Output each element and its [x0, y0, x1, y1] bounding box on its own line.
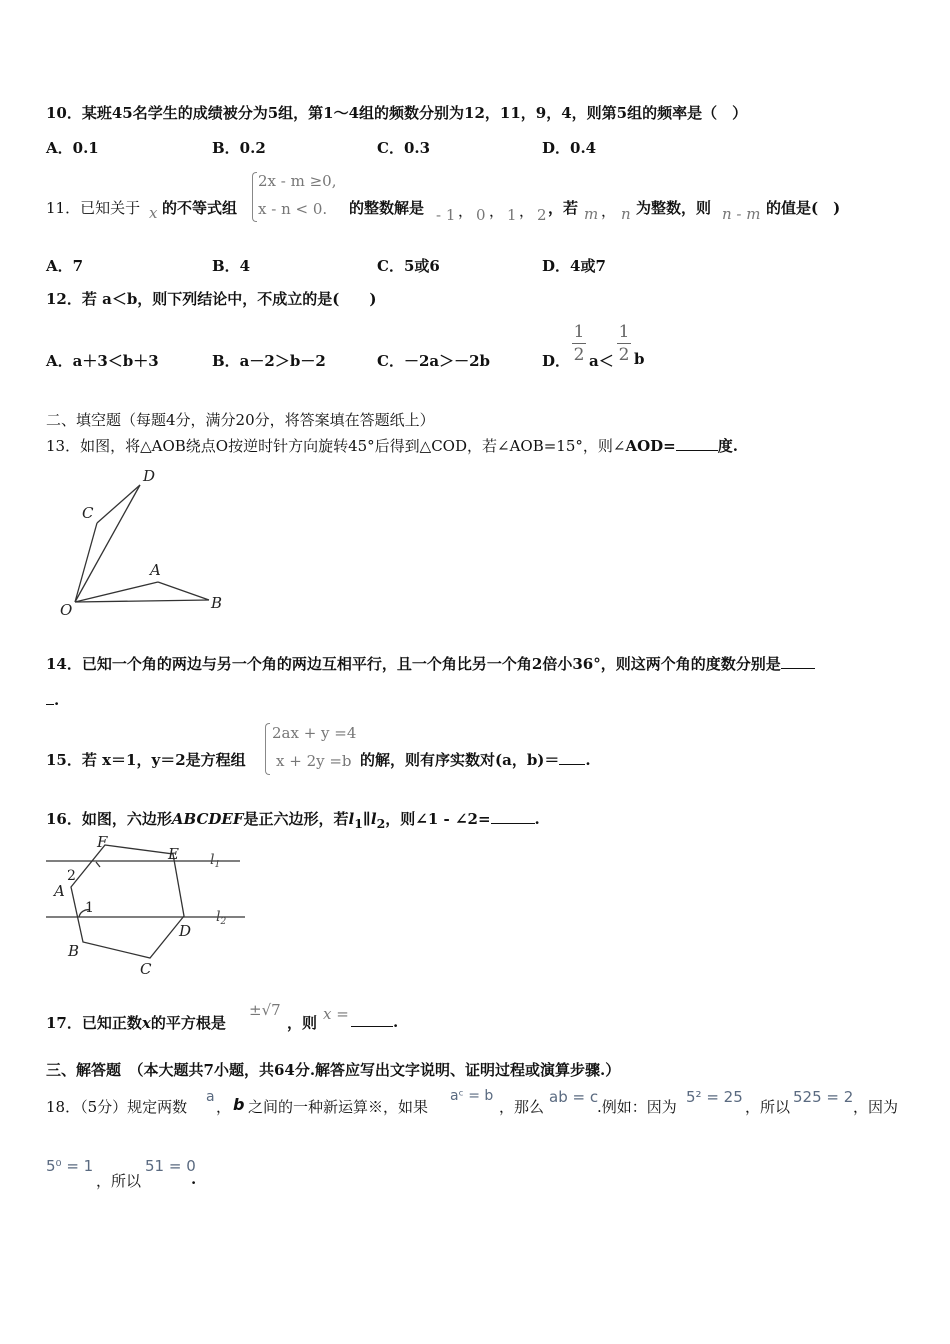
label-d: D — [179, 922, 192, 940]
q16-l2-sub: 2 — [376, 816, 386, 831]
q11-sol-1: - 1 — [436, 206, 456, 224]
q16-tail-dot: . — [534, 810, 540, 828]
q12-option-b: B．a－2＞b－2 — [212, 352, 326, 370]
section-3-text: 三、解答题 （本大题共7小题，共64分.解答应写出文字说明、证明过程或演算步骤.） — [46, 1061, 621, 1079]
q13-stem-c: 度. — [717, 437, 738, 455]
label-angle-2: 2 — [67, 868, 76, 884]
q11-var-m: m — [584, 205, 599, 223]
label-l2 — [216, 909, 226, 927]
q16-l1: l — [348, 810, 355, 828]
q16-stem — [46, 808, 540, 831]
angle-2-mark — [96, 862, 100, 867]
q18-cond: aᶜ = b — [450, 1088, 494, 1104]
label-l2-letter: l — [216, 909, 221, 925]
q18-mid1: 之间的一种新运算※，如果 — [248, 1098, 429, 1116]
fraction-denominator: 2 — [573, 345, 585, 365]
label-a: A — [150, 561, 161, 579]
segment-ob — [75, 600, 209, 602]
q17-post: ，则 — [287, 1014, 318, 1032]
q13-stem — [46, 435, 738, 456]
label-d: D — [143, 467, 156, 485]
q11-option-c: C．5或6 — [377, 257, 440, 275]
q11-tail3: 为整数，则 — [636, 199, 712, 217]
q10-option-d: D．0.4 — [542, 139, 597, 157]
q17-answer — [351, 1012, 398, 1031]
q17-var-x: x — [141, 1014, 151, 1032]
q11-expr: n - m — [722, 205, 761, 223]
q16-l1-sub: 1 — [354, 816, 363, 831]
q17-eq: x = — [323, 1005, 349, 1023]
q15-sys-line1: 2ax + y =4 — [272, 724, 357, 742]
q15-brace — [265, 723, 270, 775]
fraction-bar — [572, 343, 586, 344]
q18-ex2r: 51 = 0 — [145, 1157, 196, 1175]
q15-tail-dot: . — [585, 751, 591, 769]
q11-mid: 的不等式组 — [162, 199, 238, 217]
q13-figure — [44, 462, 244, 622]
fraction-denominator: 2 — [618, 345, 630, 365]
q13-stem-a: 13．如图，将△AOB绕点O按逆时针方向旋转45°后得到△COD，若∠AOB=15°，则∠ — [46, 437, 626, 455]
q16-hexagon-name: ABCDEF — [171, 810, 244, 828]
label-l2-sub: 2 — [220, 917, 227, 927]
q11-comma-1: ， — [458, 202, 474, 220]
q11-sol-4: 2 — [537, 206, 547, 224]
label-b: B — [211, 594, 223, 612]
q11-comma-2: ， — [489, 202, 505, 220]
q17-answer-blank[interactable] — [351, 1012, 393, 1027]
q18-var-a: a — [206, 1089, 215, 1105]
q14-stem-text: 14．已知一个角的两边与另一个角的两边互相平行，且一个角比另一个角2倍小36°，则这两个角的度数分别是 — [46, 655, 781, 673]
q16-answer-blank[interactable] — [491, 809, 535, 824]
fraction-numerator: 1 — [573, 322, 585, 342]
label-angle-1: 1 — [85, 900, 94, 916]
q12-option-c: C．－2a＞－2b — [377, 352, 491, 370]
q12-fraction-2 — [617, 323, 631, 364]
q17-pre — [46, 1012, 226, 1033]
segment-oa — [75, 582, 158, 602]
q16-figure — [40, 832, 250, 982]
q15-post — [360, 749, 591, 770]
q17-pre-text: 17．已知正数 — [46, 1014, 142, 1032]
q17-tail-dot: . — [393, 1013, 399, 1031]
q11-tail1: 的整数解是 — [349, 199, 425, 217]
q11-sol-3: 1 — [507, 206, 517, 224]
q15-post-text: 的解，则有序实数对(a，b)＝ — [360, 751, 560, 769]
segment-dc — [97, 485, 140, 523]
label-c: C — [140, 960, 152, 978]
q11-var-n: n — [621, 205, 631, 223]
q18-tail: . — [191, 1170, 197, 1188]
q17-mid: 的平方根是 — [150, 1014, 226, 1032]
label-a: A — [54, 882, 65, 900]
segment-od — [75, 485, 140, 602]
q11-brace — [252, 172, 257, 222]
q18-mid5: ，因为 — [853, 1098, 899, 1116]
q12-stem: 12．若 a＜b，则下列结论中，不成立的是( ) — [46, 290, 377, 308]
q18-var-b: b — [233, 1095, 245, 1114]
q11-comma-4: ， — [601, 202, 617, 220]
q18-res: ab = c — [549, 1088, 599, 1106]
q11-var-x: x — [149, 204, 158, 222]
label-l1-sub: 1 — [214, 860, 221, 870]
q16-mid: 是正六边形，若 — [243, 810, 349, 828]
q15-pre: 15．若 x＝1，y＝2是方程组 — [46, 751, 246, 769]
section-3-heading — [46, 1059, 620, 1080]
segment-ab — [158, 582, 209, 600]
q14-tail-dot: . — [54, 691, 60, 709]
q18-ex2: 5⁰ = 1 — [46, 1157, 94, 1175]
q16-pre: 16．如图，六边形 — [46, 810, 172, 828]
q10-stem: 10．某班45名学生的成绩被分为5组，第1～4组的频数分别为12，11，9，4，则第5组的频率是（ ） — [46, 104, 748, 122]
section-2-heading: 二、填空题（每题4分，满分20分，将答案填在答题纸上） — [46, 411, 435, 429]
q11-tail2: ，若 — [548, 199, 579, 217]
q11-tail4: 的值是( ) — [766, 199, 841, 217]
q14-tail — [46, 690, 59, 709]
label-l1-letter: l — [210, 852, 215, 868]
q11-comma-3: ， — [519, 202, 535, 220]
q16-post: ，则∠1 - ∠2= — [385, 810, 491, 828]
q12-d-a: a＜ — [589, 352, 614, 370]
q12-d-b: b — [634, 350, 645, 368]
q18-mid3: .例如：因为 — [597, 1098, 677, 1116]
q18-comma: ， — [216, 1098, 232, 1116]
q12-fraction-1 — [572, 323, 586, 364]
q14-stem — [46, 653, 815, 674]
label-c: C — [82, 504, 94, 522]
q18-ex1: 5² = 25 — [686, 1088, 743, 1106]
q10-option-b: B．0.2 — [212, 139, 266, 157]
q12-option-d: D． — [542, 352, 571, 370]
q10-option-c: C．0.3 — [377, 139, 431, 157]
q11-option-b: B．4 — [212, 257, 251, 275]
label-l1 — [210, 852, 220, 870]
q11-option-d: D．4或7 — [542, 257, 606, 275]
q11-sol-2: 0 — [476, 206, 486, 224]
q18-ex1r: 525 = 2 — [793, 1088, 854, 1106]
q10-option-a: A．0.1 — [46, 139, 99, 157]
segment-co — [75, 523, 97, 602]
q14-answer-blank-2[interactable] — [46, 690, 54, 705]
q18-mid6: ，所以 — [96, 1172, 142, 1190]
label-f: F — [97, 833, 108, 851]
q18-mid4: ，所以 — [745, 1098, 791, 1116]
q11-option-a: A．7 — [46, 257, 84, 275]
fraction-numerator: 1 — [618, 322, 630, 342]
q13-answer-blank[interactable] — [676, 436, 718, 451]
q11-number: 11．已知关于 — [46, 199, 141, 217]
q13-stem-b: AOD= — [625, 437, 676, 455]
q15-answer-blank[interactable] — [559, 750, 585, 765]
label-o: O — [60, 601, 73, 619]
label-b: B — [68, 942, 80, 960]
q16-l2: l — [370, 810, 377, 828]
q12-option-a: A．a＋3＜b＋3 — [46, 352, 159, 370]
fraction-bar — [617, 343, 631, 344]
q18-mid2: ，那么 — [499, 1098, 545, 1116]
q14-answer-blank-1[interactable] — [781, 654, 815, 669]
q11-sys-line1: 2x - m ≥0, — [258, 172, 337, 190]
label-e: E — [168, 845, 179, 863]
q16-parallel: ∥ — [362, 810, 371, 828]
q18-pre: 18．（5分）规定两数 — [46, 1098, 188, 1116]
q17-root: ±√7 — [249, 1001, 281, 1019]
q11-sys-line2: x - n < 0. — [258, 200, 328, 218]
q15-sys-line2: x + 2y =b — [276, 752, 352, 770]
